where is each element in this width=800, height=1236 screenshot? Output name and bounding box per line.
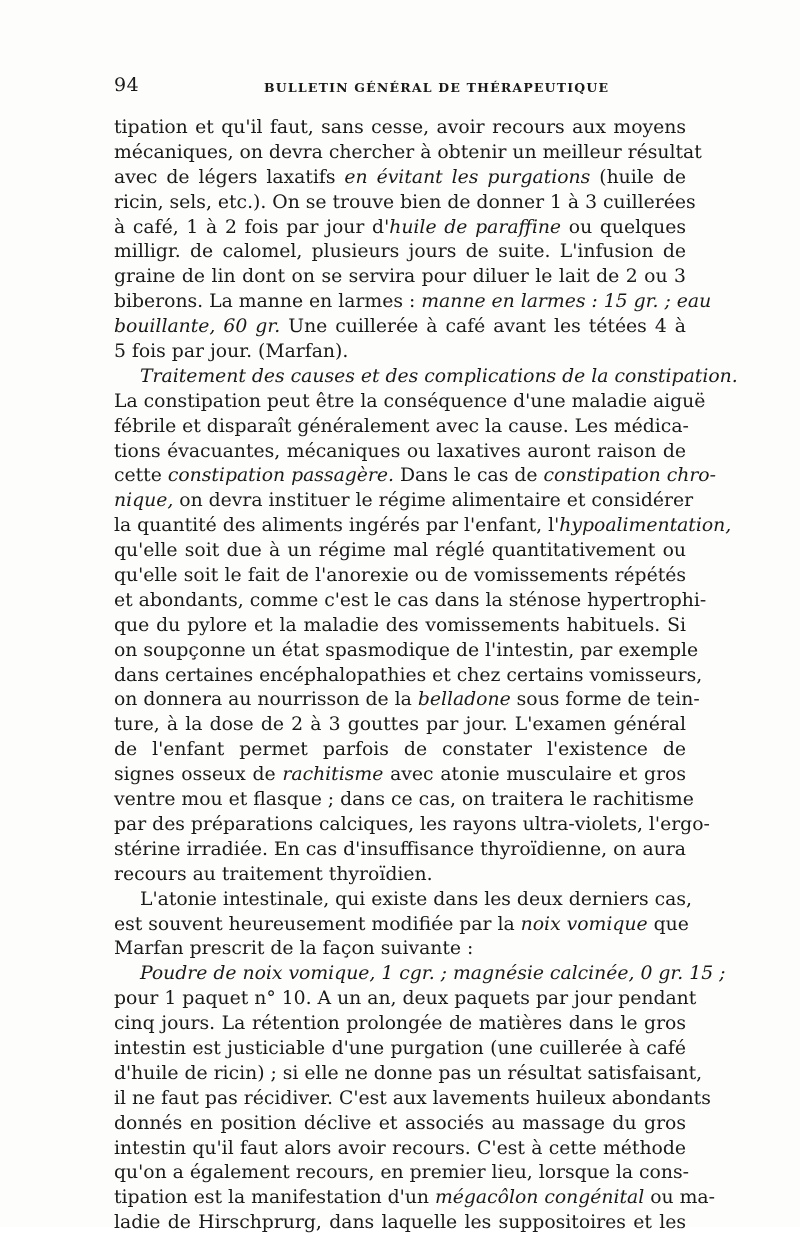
text-run: on soupçonne un état spasmodique de l'intestin, par exemple (114, 639, 699, 661)
text-run: la quantité des aliments ingérés par l'enfant, l' (114, 515, 560, 537)
text-line (114, 614, 686, 639)
text-run: ou quelques (561, 216, 686, 238)
text-run: fébrile et disparaît généralement avec la cause. Les médica- (114, 415, 689, 437)
italic-text: bouillante, 60 gr. (114, 316, 281, 338)
text-run: de l'enfant permet parfois de constater l'existence de (114, 739, 686, 761)
text-line (114, 838, 686, 863)
text-run: sous forme de tein- (510, 689, 700, 711)
italic-text: noix vomique (520, 913, 648, 935)
text-run: dans certaines encéphalopathies et chez certains vomisseurs, (114, 664, 703, 686)
text-line (114, 913, 689, 938)
text-line (114, 166, 686, 191)
italic-text: nique, (114, 490, 174, 512)
text-line (114, 240, 686, 265)
text-run: milligr. de calomel, plusieurs jours de suite. L'infusion de (114, 241, 686, 263)
text-line (114, 1161, 689, 1186)
text-line (114, 116, 686, 141)
italic-text: mégacôlon congénital (434, 1187, 645, 1209)
text-run: tions évacuantes, mécaniques ou laxatives auront raison de (114, 440, 686, 462)
text-line (114, 788, 694, 813)
text-line (114, 539, 686, 564)
text-line (114, 564, 686, 589)
text-run: graine de lin dont on se servira pour diluer le lait de 2 ou 3 (114, 266, 686, 288)
text-run: ture, à la dose de 2 à 3 gouttes par jour. L'examen général (114, 714, 686, 736)
text-run: donnés en position déclive et associés au massage du gros (114, 1112, 686, 1134)
text-run: ou ma- (644, 1187, 715, 1209)
text-line (114, 514, 732, 539)
text-line (114, 1186, 715, 1211)
italic-text: constipation chro- (543, 465, 716, 487)
text-line (114, 191, 696, 216)
text-line (114, 1062, 703, 1087)
text-line (114, 440, 686, 465)
text-run: recours au traitement thyroïdien. (114, 863, 433, 885)
text-run: tipation et qu'il faut, sans cesse, avoir recours aux moyens (114, 117, 686, 138)
text-run: signes osseux de (114, 764, 283, 786)
text-line (114, 987, 697, 1012)
italic-text: belladone (417, 689, 511, 711)
text-line (114, 340, 686, 365)
text-run: et abondants, comme c'est le cas dans la sténose hypertrophi- (114, 589, 707, 611)
text-run: tipation est la manifestation d'un (114, 1187, 435, 1209)
text-line (114, 265, 686, 290)
text-line (114, 1137, 686, 1162)
text-run: 5 fois par jour. (Marfan). (114, 341, 349, 363)
text-run: est souvent heureusement modifiée par la (114, 913, 521, 935)
text-run: Une cuillerée à café avant les tétées 4 à (280, 316, 686, 338)
text-line (114, 738, 686, 763)
text-line (114, 1211, 686, 1236)
text-run: que (647, 913, 689, 935)
text-run: il ne faut pas récidiver. C'est aux lavements huileux abondants (114, 1087, 711, 1109)
italic-text: manne en larmes : 15 gr. ; eau (421, 291, 712, 313)
text-run: à café, 1 à 2 fois par jour d' (114, 216, 390, 238)
text-run: intestin qu'il faut alors avoir recours. C'est à cette méthode (114, 1137, 686, 1159)
text-line (114, 813, 710, 838)
text-line (114, 365, 738, 390)
text-run: L'atonie intestinale, qui existe dans les deux derniers cas, (140, 888, 692, 910)
text-line (114, 937, 686, 962)
text-run: qu'elle soit due à un régime mal réglé quantitativement ou (114, 540, 686, 562)
italic-text: rachitisme (282, 764, 384, 786)
body-text (114, 116, 738, 1236)
text-line (114, 216, 686, 241)
running-title: BULLETIN GÉNÉRAL DE THÉRAPEUTIQUE (264, 80, 610, 95)
text-run: pour 1 paquet n° 10. A un an, deux paquets par jour pendant (114, 988, 697, 1010)
text-line (114, 888, 692, 913)
text-line (114, 962, 726, 987)
italic-text: constipation passagère. (167, 465, 394, 487)
text-run: Dans le cas de (393, 465, 544, 487)
italic-text: hypoalimentation, (559, 515, 732, 537)
text-run: La constipation peut être la conséquence d'une maladie aiguë (114, 390, 706, 412)
italic-text: Traitement des causes et des complications de la constipation. (140, 365, 738, 387)
italic-text: Poudre de noix vomique, 1 cgr. ; magnésie calcinée, 0 gr. 15 ; (140, 963, 726, 985)
text-line (114, 415, 689, 440)
text-run: qu'on a également recours, en premier lieu, lorsque la cons- (114, 1162, 689, 1184)
page-number: 94 (114, 74, 140, 96)
text-run: mécaniques, on devra chercher à obtenir un meilleur résultat (114, 141, 702, 163)
text-run: par des préparations calciques, les rayons ultra-violets, l'ergo- (114, 813, 710, 835)
text-line (114, 664, 703, 689)
page-header (114, 74, 686, 100)
text-run: stérine irradiée. En cas d'insuffisance thyroïdienne, on aura (114, 838, 686, 860)
text-line (114, 589, 707, 614)
text-line (114, 713, 686, 738)
text-run: biberons. La manne en larmes : (114, 291, 422, 313)
text-line (114, 1012, 686, 1037)
text-line (114, 863, 686, 888)
text-line (114, 290, 712, 315)
text-line (114, 390, 706, 415)
text-line (114, 763, 686, 788)
text-run: Marfan prescrit de la façon suivante : (114, 938, 474, 960)
text-line (114, 688, 700, 713)
text-run: qu'elle soit le fait de l'anorexie ou de vomissements répétés (114, 565, 686, 587)
text-run: avec de légers laxatifs (114, 166, 345, 188)
text-line (114, 1037, 686, 1062)
text-line (114, 639, 699, 664)
text-run: (huile de (590, 166, 686, 188)
italic-text: huile de paraffine (389, 216, 562, 238)
text-run: ventre mou et flasque ; dans ce cas, on traitera le rachitisme (114, 789, 694, 811)
text-line (114, 464, 716, 489)
text-run: intestin est justiciable d'une purgation (une cuillerée à café (114, 1037, 686, 1059)
text-line (114, 489, 694, 514)
text-run: on donnera au nourrisson de la (114, 689, 418, 711)
text-line (114, 315, 686, 340)
italic-text: en évitant les purgations (344, 166, 591, 188)
text-run: cette (114, 465, 168, 487)
text-run: d'huile de ricin) ; si elle ne donne pas un résultat satisfaisant, (114, 1062, 703, 1084)
text-line (114, 141, 702, 166)
text-run: ricin, sels, etc.). On se trouve bien de donner 1 à 3 cuillerées (114, 191, 696, 213)
text-line (114, 1087, 711, 1112)
text-line (114, 1112, 686, 1137)
text-run: avec atonie musculaire et gros (383, 764, 686, 786)
text-run: cinq jours. La rétention prolongée de matières dans le gros (114, 1013, 686, 1035)
text-run: que du pylore et la maladie des vomissements habituels. Si (114, 614, 686, 636)
text-run: ladie de Hirschprurg, dans laquelle les suppositoires et les (114, 1212, 686, 1234)
text-run: on devra instituer le régime alimentaire et considérer (173, 490, 694, 512)
